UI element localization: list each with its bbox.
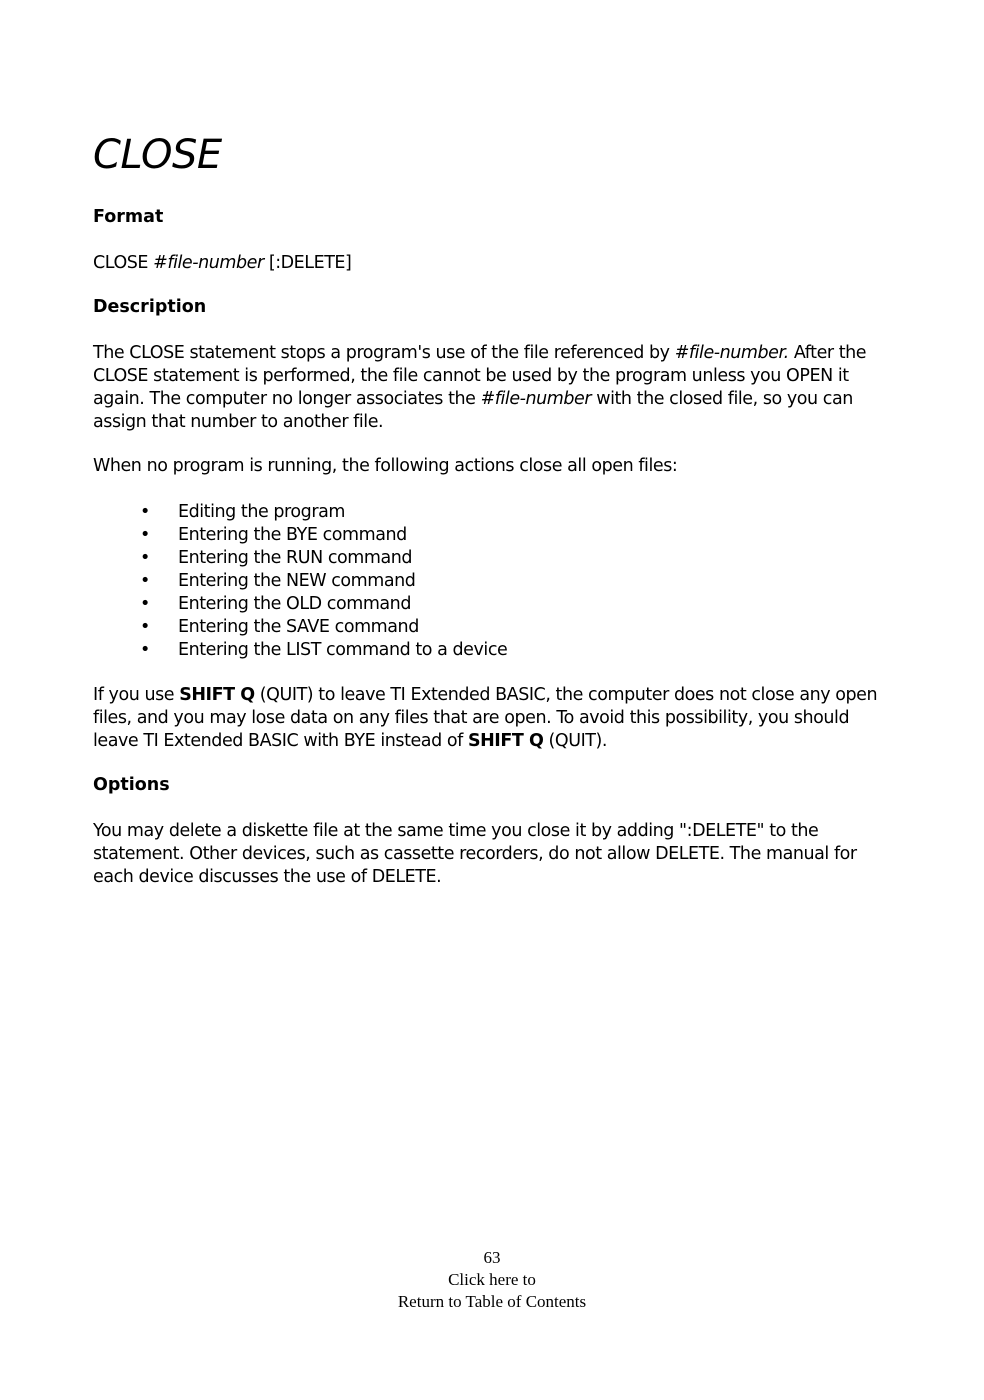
list-item-text: Entering the LIST command to a device [178, 640, 508, 660]
description-p1-italic: #file-number. [674, 343, 789, 363]
description-p1-text: The CLOSE statement stops a program's use of the file referenced by [93, 343, 675, 363]
bullet-icon: • [140, 571, 150, 591]
page-number: 63 [483, 1248, 501, 1267]
list-item-text: Entering the RUN command [178, 548, 413, 568]
description-p1-text: After the CLOSE statement is performed, the file cannot be used by the program unless you OPEN it again. The computer no longer associates the [93, 343, 867, 409]
list-item-text: Entering the OLD command [178, 594, 411, 614]
description-p3-text: If you use [93, 685, 180, 705]
toc-link-line-1[interactable]: Click here to [448, 1270, 536, 1289]
description-heading: Description [93, 297, 207, 317]
list-item-text: Entering the NEW command [178, 571, 416, 591]
list-item [93, 593, 507, 616]
list-item [93, 616, 507, 639]
bullet-icon: • [140, 617, 150, 637]
description-p1-text: with the closed file, so you can assign that number to another file. [93, 389, 853, 432]
list-item [93, 524, 507, 547]
bullet-icon: • [140, 640, 150, 660]
list-item-text: Entering the SAVE command [178, 617, 419, 637]
list-item [93, 501, 507, 524]
description-paragraph-2: When no program is running, the following actions close all open files: [93, 456, 678, 476]
options-paragraph: You may delete a diskette file at the same time you close it by adding ":DELETE" to the statement. Other devices, such as cassette recorders, do not allow DELETE. The manual for each device discusses the use of DELETE. [93, 821, 857, 887]
toc-link-line-2[interactable]: Return to Table of Contents [397, 1292, 587, 1311]
description-p1-italic: #file-number [480, 389, 592, 409]
list-item-text: Editing the program [178, 502, 345, 522]
format-syntax [93, 252, 893, 275]
format-command: CLOSE [93, 253, 149, 273]
description-paragraph-3 [93, 684, 883, 753]
bullet-icon: • [140, 548, 150, 568]
list-item [93, 570, 507, 593]
shift-q-key: SHIFT Q [467, 731, 544, 751]
bullet-icon: • [140, 502, 150, 522]
list-item-text: Entering the BYE command [178, 525, 407, 545]
description-p3-text: (QUIT) to leave TI Extended BASIC, the computer does not close any open files, and you may lose data on any files that are open. To avoid this possibility, you should leave TI Extended BASIC with BYE instead of [93, 685, 878, 751]
list-item [93, 639, 507, 662]
format-argument: #file-number [153, 253, 264, 273]
page-footer [0, 1247, 984, 1313]
description-paragraph-1 [93, 342, 883, 434]
page-title: CLOSE [93, 132, 222, 178]
options-heading: Options [93, 775, 170, 795]
format-option: [:DELETE] [268, 253, 352, 273]
shift-q-key: SHIFT Q [179, 685, 255, 705]
bullet-icon: • [140, 594, 150, 614]
description-p3-text: (QUIT). [543, 731, 608, 751]
format-heading: Format [93, 207, 164, 227]
list-item [93, 547, 507, 570]
bullet-icon: • [140, 525, 150, 545]
actions-list [93, 501, 507, 662]
return-to-toc-link[interactable] [0, 1269, 984, 1313]
